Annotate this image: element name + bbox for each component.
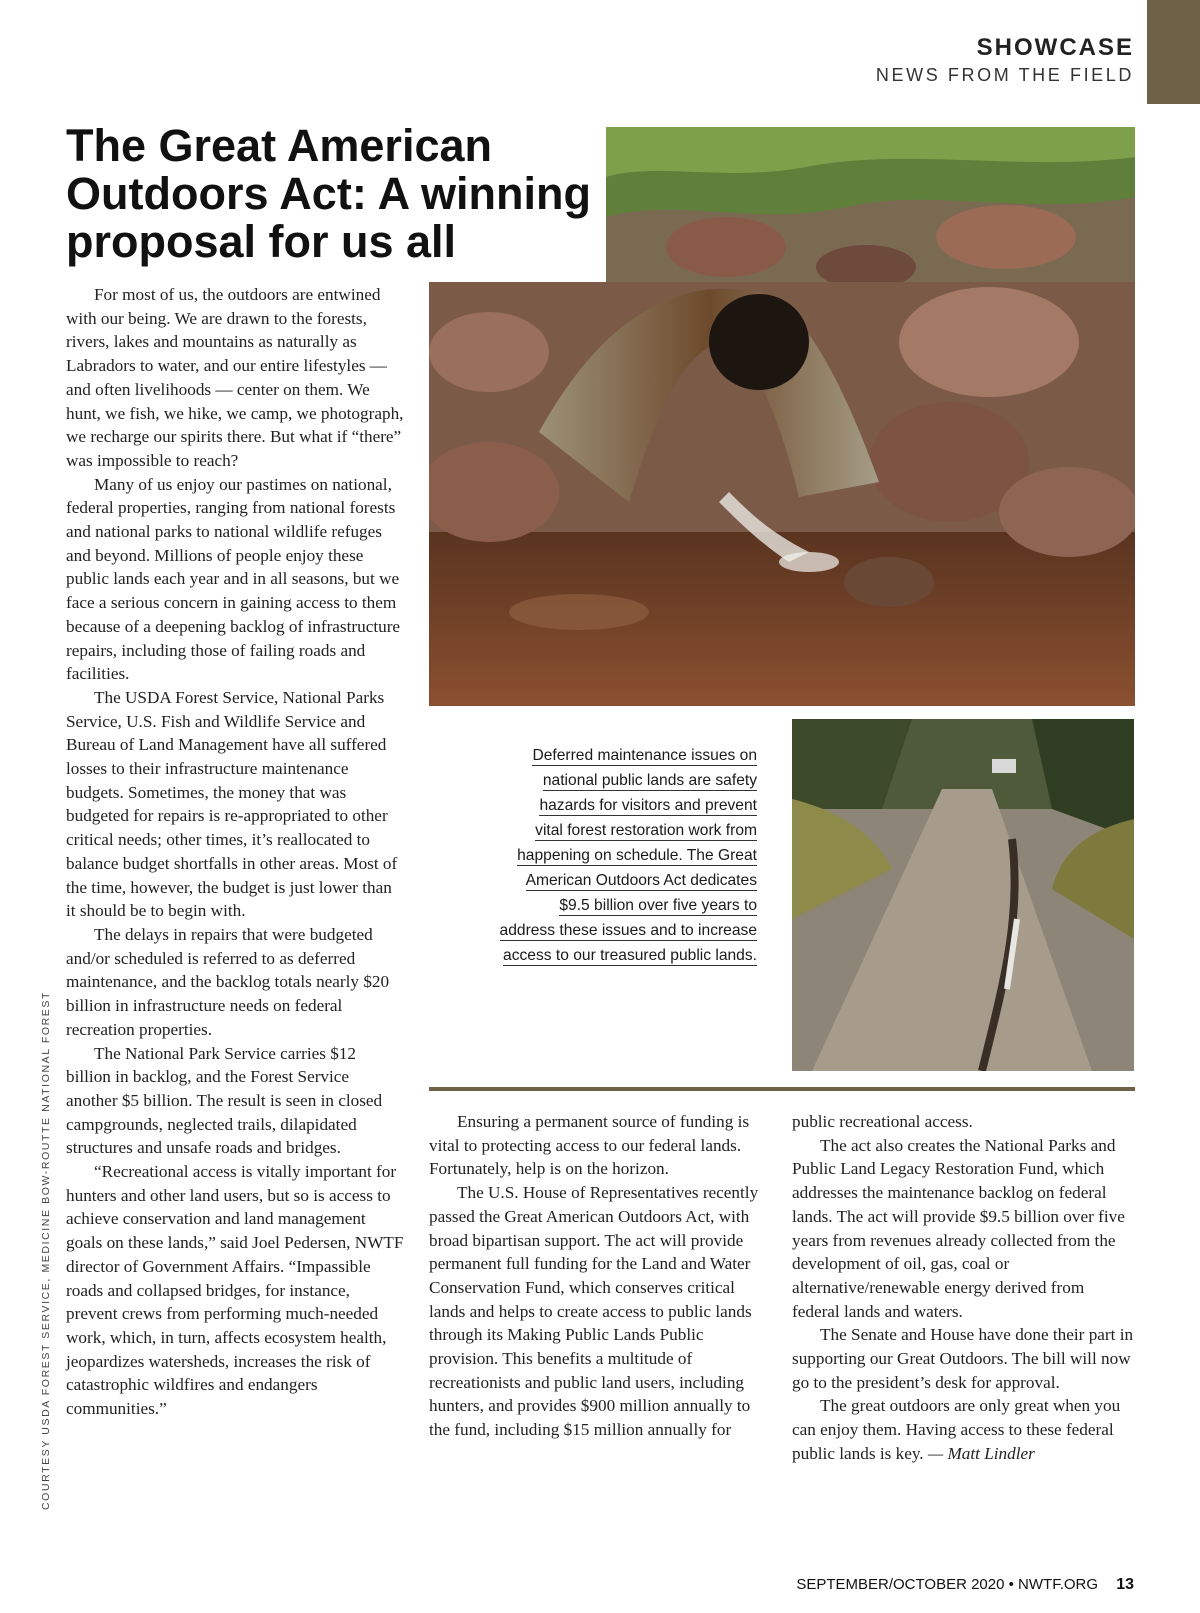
- article-paragraph: The National Park Service carries $12 billion in backlog, and the Forest Service another $5 billion. The result is seen in closed campgrounds, neglected trails, dilapidated structures and unsafe roads and bridges.: [66, 1043, 383, 1158]
- section-subtitle: NEWS FROM THE FIELD: [875, 65, 1134, 85]
- photo-caption: [468, 743, 757, 968]
- article-paragraph: The act also creates the National Parks and Public Land Legacy Restoration Fund, which addresses the maintenance backlog on federal lands. The act will provide $9.5 billion over five years from revenues already collected from the development of oil, gas, coal or alternative/renewable energy derived from federal lands and waters.: [792, 1135, 1125, 1321]
- closing-text: The great outdoors are only great when you can enjoy them. Having access to these federal public lands is key.: [792, 1396, 1121, 1463]
- article-paragraph: “Recreational access is vitally important for hunters and other land users, but so is access to achieve conservation and land management goals on these lands,” said Joel Pedersen, NWTF director of Government Affairs. “Impassible roads and collapsed bridges, for instance, prevent crews from performing much-needed work, which, in turn, affects ecosystem health, jeopardizes watersheds, increases the risk of catastrophic wildfires and endangers communities.”: [66, 1162, 404, 1419]
- article-paragraph: Ensuring a permanent source of funding is vital to protecting access to our federal lands. Fortunately, help is on the horizon.: [429, 1112, 750, 1179]
- culvert-photo: [429, 282, 1135, 706]
- page-footer: [796, 1576, 1134, 1594]
- article-paragraph: public recreational access.: [792, 1112, 973, 1131]
- photo-credit: COURTESY USDA FOREST SERVICE, MEDICINE BOW-ROUTTE NATIONAL FOREST: [40, 990, 52, 1510]
- section-color-tab: [1147, 0, 1200, 104]
- article-headline: The Great American Outdoors Act: A winning proposal for us all: [66, 120, 591, 267]
- section-title: SHOWCASE: [976, 34, 1134, 61]
- article-paragraph: [792, 1394, 1134, 1465]
- caption-line: access to our treasured public lands.: [503, 947, 757, 964]
- article-paragraph: The delays in repairs that were budgeted and/or scheduled is referred to as deferred maintenance, and the backlog totals nearly $20 billion in infrastructure needs on federal recreation properties.: [66, 924, 390, 1039]
- caption-line: American Outdoors Act dedicates: [525, 872, 757, 889]
- article-column-right: [792, 1110, 1134, 1466]
- article-paragraph: The Senate and House have done their part in supporting our Great Outdoors. The bill will now go to the president’s desk for approval.: [792, 1325, 1134, 1392]
- caption-line: happening on schedule. The Great: [517, 847, 757, 864]
- caption-line: hazards for visitors and prevent: [539, 797, 757, 814]
- author-byline: — Matt Lindler: [927, 1443, 1035, 1463]
- article-column-middle: [429, 1110, 769, 1442]
- issue-info: SEPTEMBER/OCTOBER 2020 • NWTF.ORG: [796, 1576, 1099, 1593]
- article-paragraph: Many of us enjoy our pastimes on national, federal properties, ranging from national forests and national parks to national wildlife refuges and beyond. Millions of people enjoy these public lands each year and in all seasons, but we face a serious concern in gaining access to them because of a deepening backlog of infrastructure repairs, including those of failing roads and facilities.: [66, 474, 401, 684]
- article-paragraph: For most of us, the outdoors are entwined with our being. We are drawn to the forests, rivers, lakes and mountains as naturally as Labradors to water, and our entire lifestyles — and often livelihoods — center on them. We hunt, we fish, we hike, we camp, we photograph, we recharge our spirits there. But what if “there” was impossible to reach?: [66, 285, 404, 470]
- caption-line: Deferred maintenance issues on: [532, 747, 757, 764]
- eroded-road-photo: [792, 719, 1134, 1071]
- article-paragraph: The USDA Forest Service, National Parks Service, U.S. Fish and Wildlife Service and Bureau of Land Management have all suffered losses to their infrastructure maintenance budgets. Sometimes, the money that was budgeted for repairs is re-appropriated to other critical needs; other times, it’s reallocated to balance budget shortfalls in other areas. Most of the time, however, the budget is just lower than it should be to begin with.: [66, 687, 398, 921]
- caption-line: address these issues and to increase: [499, 922, 757, 939]
- article-column-left: [66, 283, 404, 1421]
- caption-line: $9.5 billion over five years to: [559, 897, 757, 914]
- page-number: 13: [1116, 1576, 1134, 1593]
- caption-line: national public lands are safety: [542, 772, 757, 789]
- column-divider: [429, 1087, 1135, 1091]
- caption-line: vital forest restoration work from: [535, 822, 757, 839]
- article-paragraph: The U.S. House of Representatives recently passed the Great American Outdoors Act, with broad bipartisan support. The act will provide permanent full funding for the Land and Water Conservation Fund, which conserves critical lands and helps to create access to public lands through its Making Public Lands Public provision. This benefits a multitude of recreationists and public land users, including hunters, and provides $900 million annually to the fund, including $15 million annually for: [429, 1183, 759, 1440]
- culvert-photo-top: [606, 127, 1135, 287]
